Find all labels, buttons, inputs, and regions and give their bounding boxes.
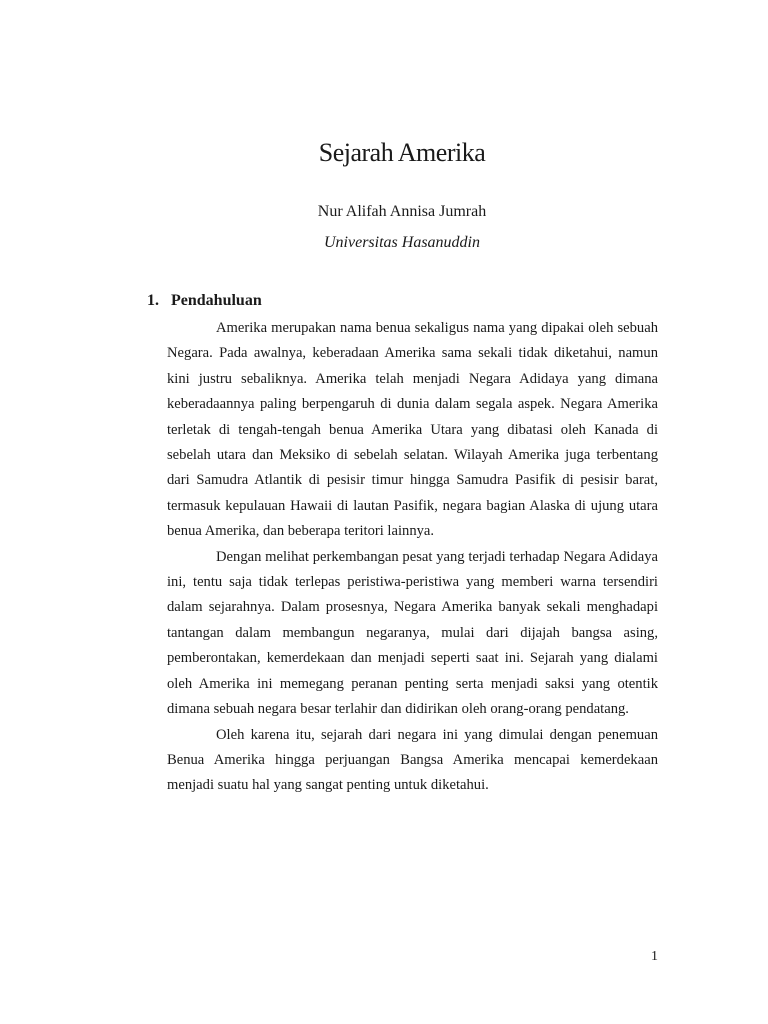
author-affiliation: Universitas Hasanuddin [324, 234, 480, 251]
author-name: Nur Alifah Annisa Jumrah [317, 203, 487, 220]
paragraph: Dengan melihat perkembangan pesat yang terjadi terhadap Negara Adidaya ini, tentu saja tidak terlepas peristiwa-peristiwa yang memberi warna tersendiri dalam sejarahnya. Dalam prosesnya, Negara Amerika banyak sekali menghadapi tantangan dalam membangun negaranya, mulai dari dijajah bangsa asing, pemberontakan, kemerdekaan dan menjadi seperti saat ini. Sejarah yang dialami oleh Amerika ini memegang peranan penting serta menjadi saksi yang otentik dimana sebuah negara besar terlahir dan didirikan oleh orang-orang pendatang. [167, 548, 658, 718]
page-number: 1 [651, 949, 658, 964]
paragraph: Amerika merupakan nama benua sekaligus nama yang dipakai oleh sebuah Negara. Pada awalnya, keberadaan Amerika sama sekali tidak diketahui, namun kini justru sebaliknya. Amerika telah menjadi Negara Adidaya yang dimana keberadaannya paling berpengaruh di dunia dalam segala aspek. Negara Amerika terletak di tengah-tengah benua Amerika Utara yang dibatasi oleh Kanada di sebelah utara dan Meksiko di sebelah selatan. Wilayah Amerika juga terbentang dari Samudra Atlantik di pesisir timur hingga Samudra Pasifik di pesisir barat, termasuk kepulauan Hawaii di lautan Pasifik, negara bagian Alaska di ujung utara benua Amerika, dan beberapa teritori lainnya. [167, 320, 658, 540]
section-body [167, 316, 658, 799]
paragraph: Oleh karena itu, sejarah dari negara ini yang dimulai dengan penemuan Benua Amerika hingga perjuangan Bangsa Amerika mencapai kemerdekaan menjadi suatu hal yang sangat penting untuk diketahui. [167, 726, 658, 794]
document-title: Sejarah Amerika [318, 138, 486, 167]
section-number: 1. [147, 292, 159, 309]
section-title: Pendahuluan [171, 292, 262, 309]
section-heading [147, 292, 262, 310]
